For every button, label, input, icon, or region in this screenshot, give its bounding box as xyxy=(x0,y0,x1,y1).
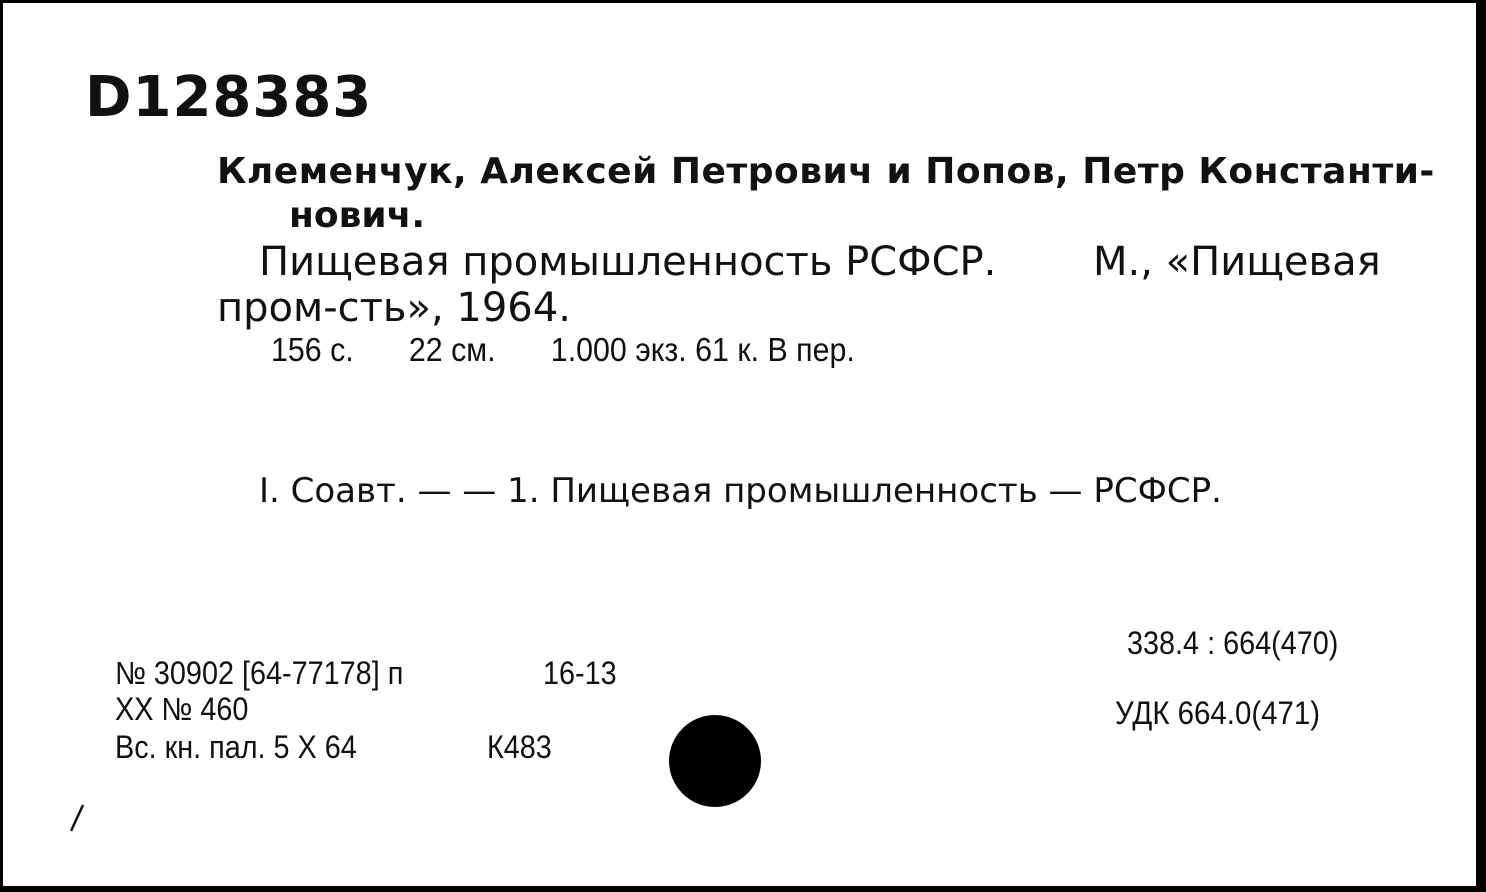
physical-description xyxy=(271,331,910,369)
pen-mark-icon xyxy=(67,803,87,833)
cutter-number: К483 xyxy=(487,729,552,765)
size: 22 см. xyxy=(408,331,496,368)
authors-line-1: Клеменчук, Алексей Петрович и Попов, Петр Константи- xyxy=(217,151,1435,192)
publication-place: М., «Пищевая xyxy=(1093,239,1381,285)
pages: 156 с. xyxy=(271,331,354,368)
tracings: I. Соавт. — — 1. Пищевая промышленность — РСФСР. xyxy=(259,471,1222,511)
union-catalog-mark: Вс. кн. пал. 5 X 64 xyxy=(115,729,357,765)
series-number: XX № 460 xyxy=(115,691,249,727)
authors-line-2: нович. xyxy=(289,195,426,236)
title-line-1: Пищевая промышленность РСФСР. xyxy=(259,239,997,285)
circulation-price: 1.000 экз. 61 к. В пер. xyxy=(550,331,855,368)
classification-code: 16-13 xyxy=(543,655,617,691)
bbk-classification: 338.4 : 664(470) xyxy=(1127,625,1339,661)
order-number: № 30902 [64-77178] п xyxy=(115,655,404,691)
udk-classification: УДК 664.0(471) xyxy=(1115,695,1321,731)
call-number: D128383 xyxy=(85,65,373,130)
title-line-2: пром-сть», 1964. xyxy=(217,285,571,331)
punch-hole xyxy=(669,715,761,807)
